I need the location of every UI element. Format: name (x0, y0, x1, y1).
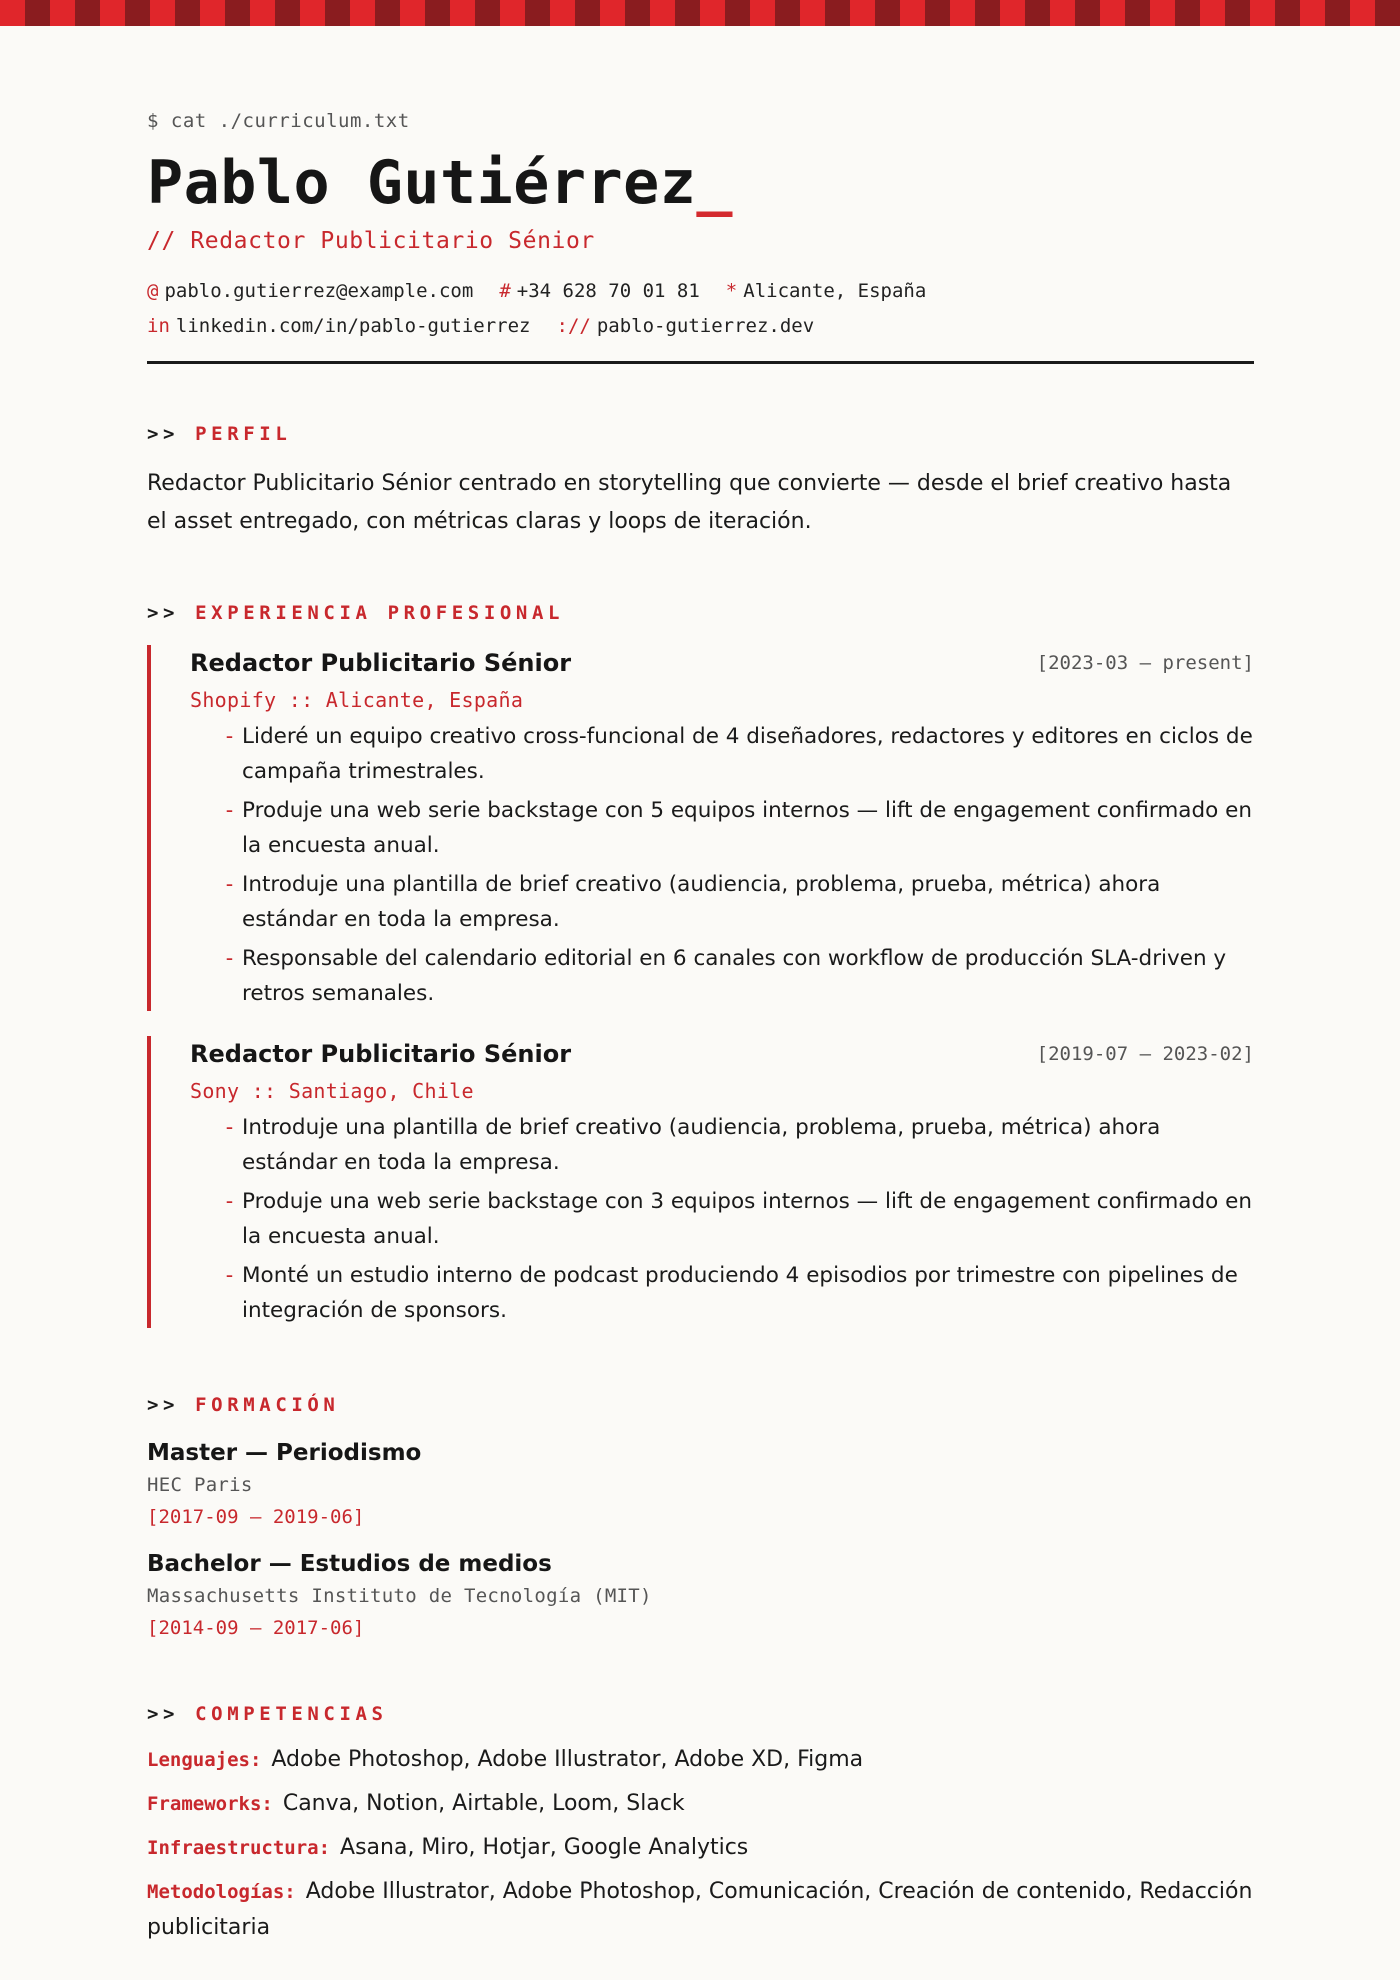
job-dates: [2023-03 — present] (1036, 652, 1254, 674)
email-link[interactable]: pablo.gutierrez@example.com (164, 280, 474, 302)
experience-entry (147, 645, 1254, 1011)
education-dates: [2017-09 – 2019-06] (147, 1506, 365, 1528)
job-bullet: - Lideré un equipo creativo cross-funcional de 4 diseñadores, redactores y editores en ciclos de campaña trimestrales. (223, 724, 1253, 784)
job-bullet: - Responsable del calendario editorial en 6 canales con workflow de producción SLA-driven y retros semanales. (223, 946, 1227, 1006)
education-entry (147, 1548, 1254, 1644)
phone-icon: # (499, 280, 511, 302)
school-name: HEC Paris (147, 1474, 253, 1496)
degree-title: Master — Periodismo (147, 1440, 422, 1466)
skill-row (147, 1830, 1254, 1866)
job-company: Sony :: Santiago, Chile (190, 1079, 474, 1103)
education-entry (147, 1437, 1254, 1533)
contact-line-2 (147, 315, 814, 337)
cursor-glyph: _ (696, 148, 733, 218)
location-text: Alicante, España (743, 280, 927, 302)
skill-value: Adobe Photoshop, Adobe Illustrator, Adobe XD, Figma (271, 1747, 864, 1772)
job-bullet: - Produje una web serie backstage con 3 equipos internos — lift de engagement confirmado en la encuesta anual. (223, 1189, 1252, 1249)
job-bullet: - Monté un estudio interno de podcast produciendo 4 episodios por trimestre con pipelines de integración de sponsors. (223, 1263, 1238, 1323)
header-divider (147, 361, 1254, 364)
job-title: Redactor Publicitario Sénior (190, 649, 572, 677)
section-title-competencias: >> COMPETENCIAS (147, 1703, 388, 1725)
skill-value: Canva, Notion, Airtable, Loom, Slack (282, 1791, 685, 1816)
top-checker-bar (0, 0, 1400, 26)
section-title-perfil: >> PERFIL (147, 423, 292, 445)
job-bullet: - Introduje una plantilla de brief creativo (audiencia, problema, prueba, métrica) ahora estándar en toda la empresa. (223, 872, 1161, 932)
linkedin-icon: in (147, 315, 170, 337)
name-text: Pablo Gutiérrez (147, 148, 697, 218)
skill-label: Lenguajes: (147, 1749, 262, 1771)
website-icon: :// (556, 315, 591, 337)
location-icon: * (725, 280, 738, 302)
job-title: Redactor Publicitario Sénior (190, 1040, 572, 1068)
skill-label: Metodologías: (147, 1881, 296, 1903)
section-title-experiencia: >> EXPERIENCIA PROFESIONAL (147, 602, 565, 624)
phone-text[interactable]: +34 628 70 01 81 (516, 280, 700, 302)
job-bullet: - Produje una web serie backstage con 5 equipos internos — lift de engagement confirmado en la encuesta anual. (223, 798, 1252, 858)
linkedin-link[interactable]: linkedin.com/in/pablo-gutierrez (175, 315, 531, 337)
candidate-role: // Redactor Publicitario Sénior (147, 228, 595, 254)
job-company: Shopify :: Alicante, España (190, 688, 524, 712)
degree-title: Bachelor — Estudios de medios (147, 1551, 552, 1577)
email-icon: @ (147, 280, 159, 302)
school-name: Massachusetts Instituto de Tecnología (MIT) (147, 1585, 652, 1607)
profile-summary: Redactor Publicitario Sénior centrado en storytelling que convierte — desde el brief creativo hasta el asset entregado, con métricas claras y loops de iteración. (147, 471, 1232, 534)
candidate-name (147, 148, 733, 218)
skill-value: Adobe Illustrator, Adobe Photoshop, Comunicación, Creación de contenido, Redacción publicitaria (147, 1879, 1253, 1940)
website-link[interactable]: pablo-gutierrez.dev (596, 315, 815, 337)
skill-value: Asana, Miro, Hotjar, Google Analytics (340, 1835, 749, 1860)
contact-line-1 (147, 280, 926, 302)
skill-row (147, 1786, 1254, 1822)
terminal-prompt: $ cat ./curriculum.txt (147, 110, 410, 132)
experience-entry (147, 1036, 1254, 1328)
job-bullet: - Introduje una plantilla de brief creativo (audiencia, problema, prueba, métrica) ahora estándar en toda la empresa. (223, 1115, 1161, 1175)
skill-label: Infraestructura: (147, 1837, 331, 1859)
education-dates: [2014-09 – 2017-06] (147, 1617, 365, 1639)
skill-row (147, 1742, 1254, 1778)
job-dates: [2019-07 — 2023-02] (1036, 1043, 1254, 1065)
section-title-formacion: >> FORMACIÓN (147, 1394, 340, 1416)
skill-label: Frameworks: (147, 1793, 273, 1815)
skill-row (147, 1874, 1254, 1945)
